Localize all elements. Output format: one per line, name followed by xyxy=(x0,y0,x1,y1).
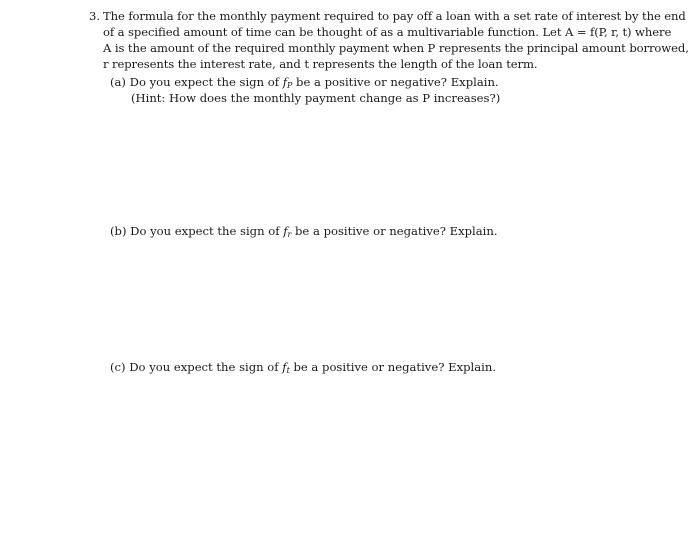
part-b-subscript: r xyxy=(287,230,292,239)
problem-number: 3. xyxy=(89,9,101,23)
part-a-hint: (Hint: How does the monthly payment change as P increases?) xyxy=(131,91,501,105)
part-a-question-prefix: Do you expect the sign of xyxy=(129,75,283,89)
problem-line-1: The formula for the monthly payment required to pay off a loan with a set rate of interest by the end xyxy=(103,9,686,23)
problem-3 xyxy=(89,8,689,72)
problem-line-2: of a specified amount of time can be thought of as a multivariable function. Let A = f(P, r, t) where xyxy=(103,25,672,39)
part-c-subscript: t xyxy=(286,366,290,375)
part-b-question-suffix: be a positive or negative? Explain. xyxy=(291,224,498,238)
part-c-question-suffix: be a positive or negative? Explain. xyxy=(289,360,497,374)
part-a-variable: f xyxy=(282,75,287,89)
part-c-question-prefix: Do you expect the sign of xyxy=(129,360,283,374)
problem-line-3: A is the amount of the required monthly payment when P represents the principal amount borrowed, xyxy=(103,41,689,55)
part-b-question-prefix: Do you expect the sign of xyxy=(130,224,284,238)
part-b-variable: f xyxy=(283,224,288,238)
part-a-question-suffix: be a positive or negative? Explain. xyxy=(292,75,499,89)
part-c-variable: f xyxy=(282,360,287,374)
part-b-label: (b) xyxy=(110,224,127,238)
part-b xyxy=(110,223,498,239)
problem-line-4: r represents the interest rate, and t represents the length of the loan term. xyxy=(103,57,538,71)
part-a xyxy=(110,74,500,106)
part-a-label: (a) xyxy=(110,75,126,89)
part-c xyxy=(110,359,496,375)
part-c-label: (c) xyxy=(110,360,126,374)
part-a-subscript: P xyxy=(286,81,293,90)
problem-statement xyxy=(103,8,689,72)
